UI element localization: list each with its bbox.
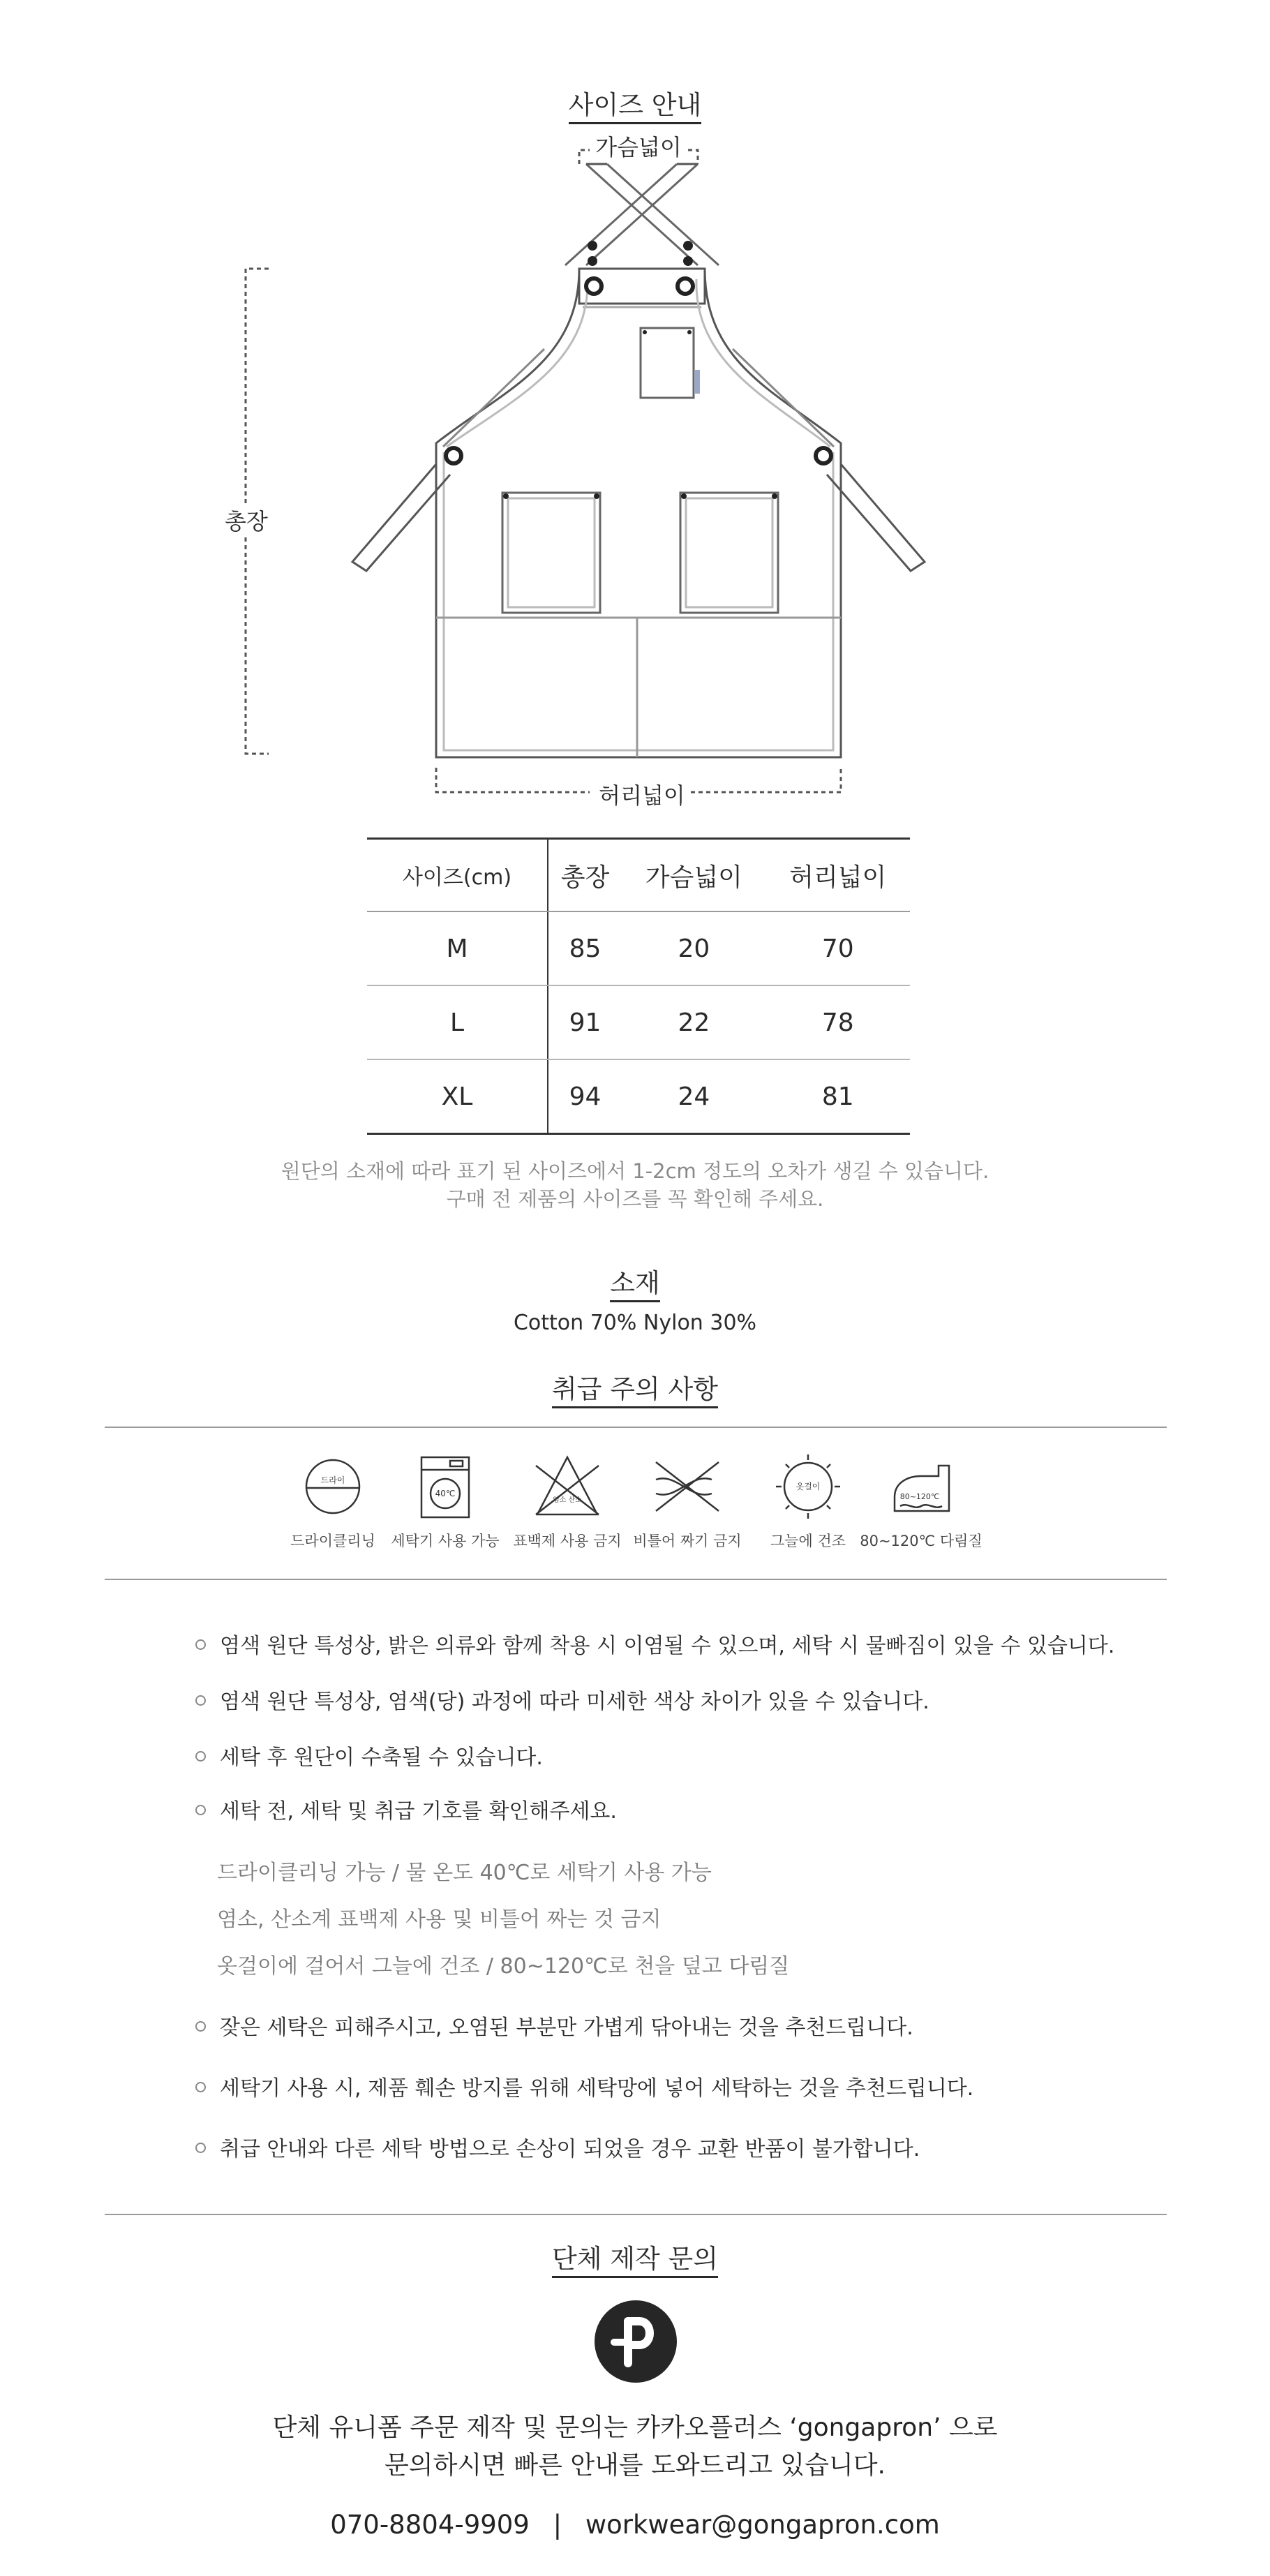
care-icon-text: 염소 산소 — [553, 1496, 582, 1504]
size-table — [367, 837, 910, 1135]
care-label: 표백제 사용 금지 — [513, 1533, 622, 1549]
care-label: 세탁기 사용 가능 — [391, 1533, 500, 1549]
washing-machine-icon — [421, 1457, 469, 1517]
divider — [105, 1427, 1167, 1428]
divider — [105, 1579, 1167, 1580]
list-item: 세탁 후 원단이 수축될 수 있습니다. — [195, 1740, 543, 1771]
email-link[interactable]: workwear@gongapron.com — [585, 2510, 940, 2540]
bullet-icon — [195, 2021, 206, 2032]
care-label: 드라이클리닝 — [290, 1533, 375, 1549]
size-cell: XL — [367, 1059, 548, 1134]
length-cell: 94 — [548, 1059, 622, 1134]
size-note-line: 원단의 소재에 따라 표기 된 사이즈에서 1-2cm 정도의 오차가 생길 수 있습니다. — [281, 1159, 989, 1183]
contact-info — [0, 2510, 1270, 2540]
size-table-header-cell: 총장 — [548, 839, 622, 912]
iron-icon — [895, 1466, 949, 1511]
care-detail-line: 염소, 산소계 표백제 사용 및 비틀어 짜는 것 금지 — [217, 1907, 662, 1932]
size-note-line: 구매 전 제품의 사이즈를 꼭 확인해 주세요. — [446, 1187, 824, 1211]
bullet-icon — [195, 1639, 206, 1650]
care-label: 80~120℃ 다림질 — [860, 1533, 983, 1549]
size-table-header-cell: 사이즈(cm) — [367, 839, 548, 912]
list-item: 세탁 전, 세탁 및 취급 기호를 확인해주세요. — [195, 1794, 617, 1824]
no-wring-icon — [656, 1462, 719, 1511]
size-cell: L — [367, 985, 548, 1059]
group-order-line: 문의하시면 빠른 안내를 도와드리고 있습니다. — [384, 2451, 886, 2480]
list-item: 취급 안내와 다른 세탁 방법으로 손상이 되었을 경우 교환 반품이 불가합니다. — [195, 2131, 920, 2162]
table-row — [367, 1059, 910, 1134]
care-detail-line: 옷걸이에 걸어서 그늘에 건조 / 80~120℃로 천을 덮고 다림질 — [217, 1954, 790, 1979]
bullet-icon — [195, 1695, 206, 1706]
waist-cell: 81 — [766, 1059, 910, 1134]
size-table-header — [367, 839, 910, 912]
group-order-title: 단체 제작 문의 — [0, 2238, 1270, 2275]
size-table-header-cell: 허리넓이 — [766, 839, 910, 912]
list-item: 염색 원단 특성상, 염색(당) 과정에 따라 미세한 색상 차이가 있을 수 있습니다. — [195, 1684, 929, 1715]
size-guide-title: 사이즈 안내 — [0, 84, 1270, 121]
list-item: 세탁기 사용 시, 제품 훼손 방지를 위해 세탁망에 넣어 세탁하는 것을 추천드립니다. — [195, 2071, 973, 2101]
brand-logo — [595, 2300, 677, 2383]
material-value: Cotton 70% Nylon 30% — [513, 1311, 757, 1335]
size-cell: M — [367, 911, 548, 985]
group-order-line: 단체 유니폼 주문 제작 및 문의는 카카오플러스 ‘gongapron’ 으로 — [272, 2413, 998, 2442]
list-item: 염색 원단 특성상, 밝은 의류와 함께 착용 시 이염될 수 있으며, 세탁 시 물빠짐이 있을 수 있습니다. — [195, 1628, 1114, 1659]
chest-cell: 20 — [622, 911, 765, 985]
list-item: 잦은 세탁은 피해주시고, 오염된 부분만 가볍게 닦아내는 것을 추천드립니다. — [195, 2010, 913, 2041]
no-bleach-icon — [536, 1457, 599, 1514]
chest-width-label: 가슴넓이 — [590, 130, 687, 162]
table-row — [367, 911, 910, 985]
care-label: 비틀어 짜기 금지 — [633, 1533, 742, 1549]
bullet-icon — [195, 2082, 206, 2092]
apron-diagram — [0, 0, 1270, 824]
separator: | — [553, 2510, 562, 2540]
chest-cell: 22 — [622, 985, 765, 1059]
dry-clean-icon — [306, 1460, 359, 1513]
divider — [105, 2214, 1167, 2215]
care-icons — [0, 1445, 1270, 1528]
table-row — [367, 985, 910, 1059]
care-icon-text: 80~120℃ — [899, 1492, 940, 1501]
care-icon-text: 40℃ — [435, 1489, 456, 1498]
length-cell: 91 — [548, 985, 622, 1059]
size-table-header-cell: 가슴넓이 — [622, 839, 765, 912]
size-note — [0, 1157, 1270, 1213]
chest-cell: 24 — [622, 1059, 765, 1134]
care-title: 취급 주의 사항 — [0, 1368, 1270, 1406]
bullet-icon — [195, 2143, 206, 2153]
care-icon-text: 드라이 — [320, 1475, 345, 1485]
group-order-text — [0, 2409, 1270, 2485]
care-detail-line: 드라이클리닝 가능 / 물 온도 40℃로 세탁기 사용 가능 — [217, 1861, 712, 1885]
bullet-icon — [195, 1805, 206, 1815]
p-logo-icon — [595, 2300, 677, 2383]
phone-number[interactable]: 070-8804-9909 — [330, 2510, 530, 2540]
waist-cell: 70 — [766, 911, 910, 985]
care-icon-text: 옷걸이 — [795, 1482, 821, 1491]
length-cell: 85 — [548, 911, 622, 985]
care-label: 그늘에 건조 — [770, 1533, 846, 1549]
waist-cell: 78 — [766, 985, 910, 1059]
material-title: 소재 — [0, 1262, 1270, 1300]
total-length-label: 총장 — [225, 504, 268, 536]
bullet-icon — [195, 1751, 206, 1762]
waist-width-label: 허리넓이 — [593, 778, 691, 810]
